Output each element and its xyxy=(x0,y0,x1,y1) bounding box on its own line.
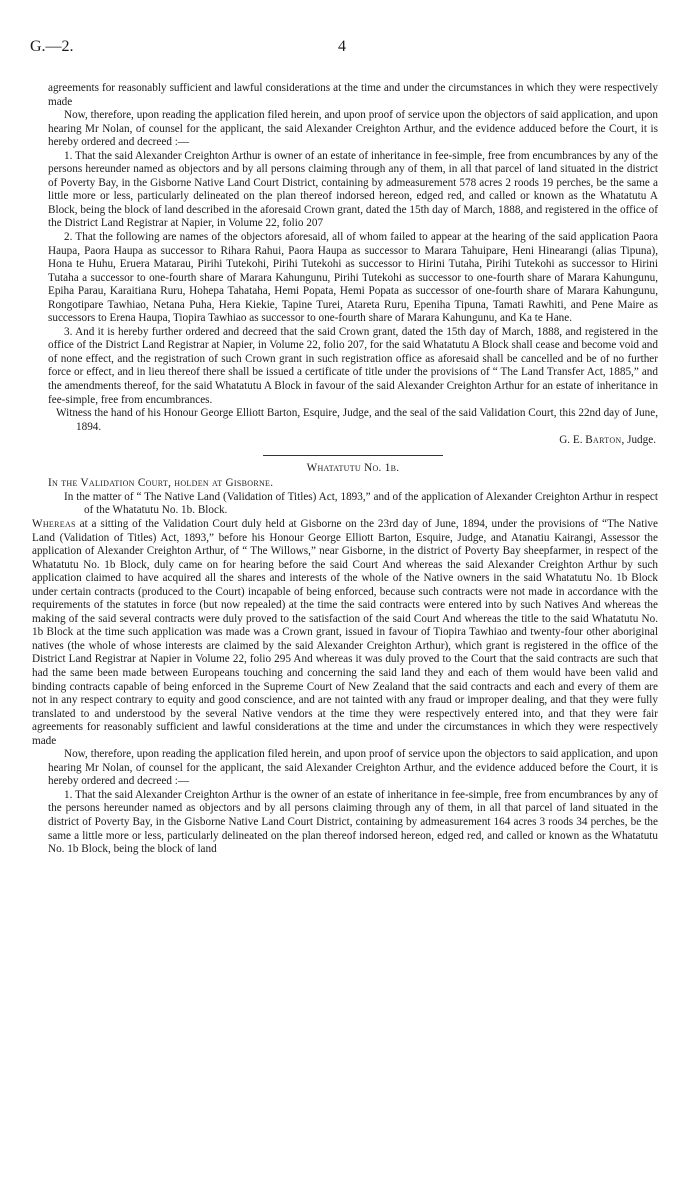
judge-signature xyxy=(48,434,658,448)
clause-2-paragraph: 2. That the following are names of the objectors aforesaid, all of whom failed to appear at the hearing of the said application Paora Haupa, Paora Haupa as successor to Rihara Rahui, Paora Haupa as successor to Marara Tahuipare, Heni Hinearangi (alias Tipuna), Hona te Huhu, Eruera Matarau, Pirihi Tutekohi, Pirihi Tutekohi as successor to Hirini Tutaha, Pirihi Tutekohi as successor to Hirini Tutaha a successor to one-fourth share of Marara Kahungunu, Pirihi Tutekohi as successor to one-fourth share of Marara Kahungunu, Epiha Parau, Karaitiana Ruru, Hohepa Tahataha, Hemi Popata, Hemi Popata as successor of one-fourth share of Marara Kahungunu, Rongotipare Tawhiao, Netana Puha, Hera Kiekie, Tapine Turei, Atareta Ruru, Epeniha Tipuna, Tamati Rawhiti, and Pene Maire as successors to Erena Haupa, Tiopira Tawhiao as successor to one-fourth share of Marara Kahungunu, and Ka te Hane. xyxy=(48,231,658,325)
clause-1-paragraph-2: 1. That the said Alexander Creighton Arthur is the owner of an estate of inheritance in fee-simple, free from encumbrances by any of the persons hereunder named as objectors and by all persons claiming through any of them, in all that parcel of land situated in the district of Poverty Bay, in the Gisborne Native Land Court District, containing by admeasurement 164 acres 3 roods 34 perches, be the same a little more or less, particularly delineated on the plan thereof indorsed hereon, edged red, and called or known as the Whatatutu No. 1b Block, being the block of land xyxy=(48,788,658,856)
page-number: 4 xyxy=(338,38,346,55)
section-title: Whatatutu No. 1b. xyxy=(306,461,400,474)
whereas-text: at a sitting of the Validation Court duly held at Gisborne on the 23rd day of June, 1894, under the provisions of “The Native Land (Validation of Titles) Act, 1893,” before his Honour George Elliott Barton, Esquire, Judge, and Atanatiu Kairangi, Assessor the application of Alexander Creighton Arthur, of “ The Willows,” near Gisborne, in the district of Poverty Bay sheepfarmer, in respect of the Whatatutu No. 1b Block, duly came on for hearing before the said Court And whereas the said Alexander Creighton Arthur by such application claimed to have acquired all the shares and interests of the whole of the Native owners in the said Whatatutu No. 1b Block under certain contracts (produced to the Court) incapable of being enforced, because such contracts were not made in accordance with the requirements of the statutes in force (but now repealed) at the time the said contracts were entered into by such Natives And whereas the making of the said several contracts were duly proved to the satisfaction of the said Court And whereas the title to the said Whatatutu No. 1b Block at the time such application was made was a Crown grant, issued in favour of Tiopira Tawhiao and twenty-four other aboriginal natives (the whole of whose interests are claimed by the said Alexander Creighton Arthur), which grant is registered in the office of the District Land Registrar at Napier in Volume 22, folio 295 And whereas it was duly proved to the Court that the said contracts are such that had the same been made between Europeans touching and concerning the said land they and each of them would have been valid and binding contracts capable of being enforced in the Supreme Court of New Zealand that the said contracts and each and every of them are not in any respect contrary to equity and good conscience, and are not tainted with any fraud or improper dealing, and that they were fully translated to and understood by the several Native vendors at the time they were respectively entered into, and that they were fair agreements for reasonably sufficient and lawful considerations at the time and under the circumstances in which they were respectively made xyxy=(32,517,658,747)
continuation-paragraph: agreements for reasonably sufficient and lawful considerations at the time and under the circumstances in which they were respectively made xyxy=(48,82,658,108)
document-reference: G.—2. xyxy=(30,38,74,55)
whereas-word: Whereas xyxy=(32,517,76,530)
order-preamble-paragraph-2: Now, therefore, upon reading the application filed herein, and upon proof of service upon the objectors to said application, and upon hearing Mr Nolan, of counsel for the applicant, the said Alexander Creighton Arthur, and the evidence adduced before the Court, it is hereby ordered and decreed :— xyxy=(48,748,658,788)
document-body xyxy=(32,82,658,857)
clause-3-paragraph: 3. And it is hereby further ordered and decreed that the said Crown grant, dated the 15th day of March, 1888, and registered in the office of the District Land Registrar at Napier, in Volume 22, folio 207, for the said Whatatutu A Block shall cease and become void and of none effect, and the registration of such Crown grant in such registration office as aforesaid shall be cancelled and be of no further force or effect, and in lieu thereof there shall be issued a certificate of title under the provisions of “ The Land Transfer Act, 1885,” and the amendments thereof, for the said Whatatutu A Block in favour of the said Alexander Creighton Arthur for an estate of inheritance in fee-simple, free from encumbrances. xyxy=(48,325,658,406)
witness-paragraph: Witness the hand of his Honour George Elliott Barton, Esquire, Judge, and the seal of the said Validation Court, this 22nd day of June, 1894. xyxy=(56,407,658,433)
section-divider xyxy=(263,455,443,456)
court-heading: In the Validation Court, holden at Gisborne. xyxy=(48,477,274,490)
signature-initials: G. E. xyxy=(559,434,583,447)
whereas-paragraph xyxy=(32,518,658,748)
signature-name: Barton xyxy=(585,434,622,447)
matter-paragraph: In the matter of “ The Native Land (Validation of Titles) Act, 1893,” and of the application of Alexander Creighton Arthur in respect of the Whatatutu No. 1b. Block. xyxy=(64,490,658,517)
signature-suffix: , Judge. xyxy=(621,434,656,447)
clause-1-paragraph: 1. That the said Alexander Creighton Arthur is owner of an estate of inheritance in fee-simple, free from encumbrances by any of the persons hereunder named as objectors and by all persons claiming through any of them, in all that parcel of land situated in the district of Poverty Bay, in the Gisborne Native Land Court District, containing by admeasurement 578 acres 2 roods 19 perches, be the same a little more or less, particularly delineated on the plan thereof indorsed hereon, edged red, and called or known as the Whatatutu A Block, being the block of land described in the aforesaid Crown grant, dated the 15th day of March, 1888, and registered in the office of the District Land Registrar at Napier, in Volume 22, folio 207 xyxy=(48,149,658,230)
order-preamble-paragraph: Now, therefore, upon reading the application filed herein, and upon proof of service upon the objectors of said application, and upon hearing Mr Nolan, of counsel for the applicant, the said Alexander Creighton Arthur, and the evidence adduced before the Court, it is hereby ordered and decreed :— xyxy=(48,109,658,149)
